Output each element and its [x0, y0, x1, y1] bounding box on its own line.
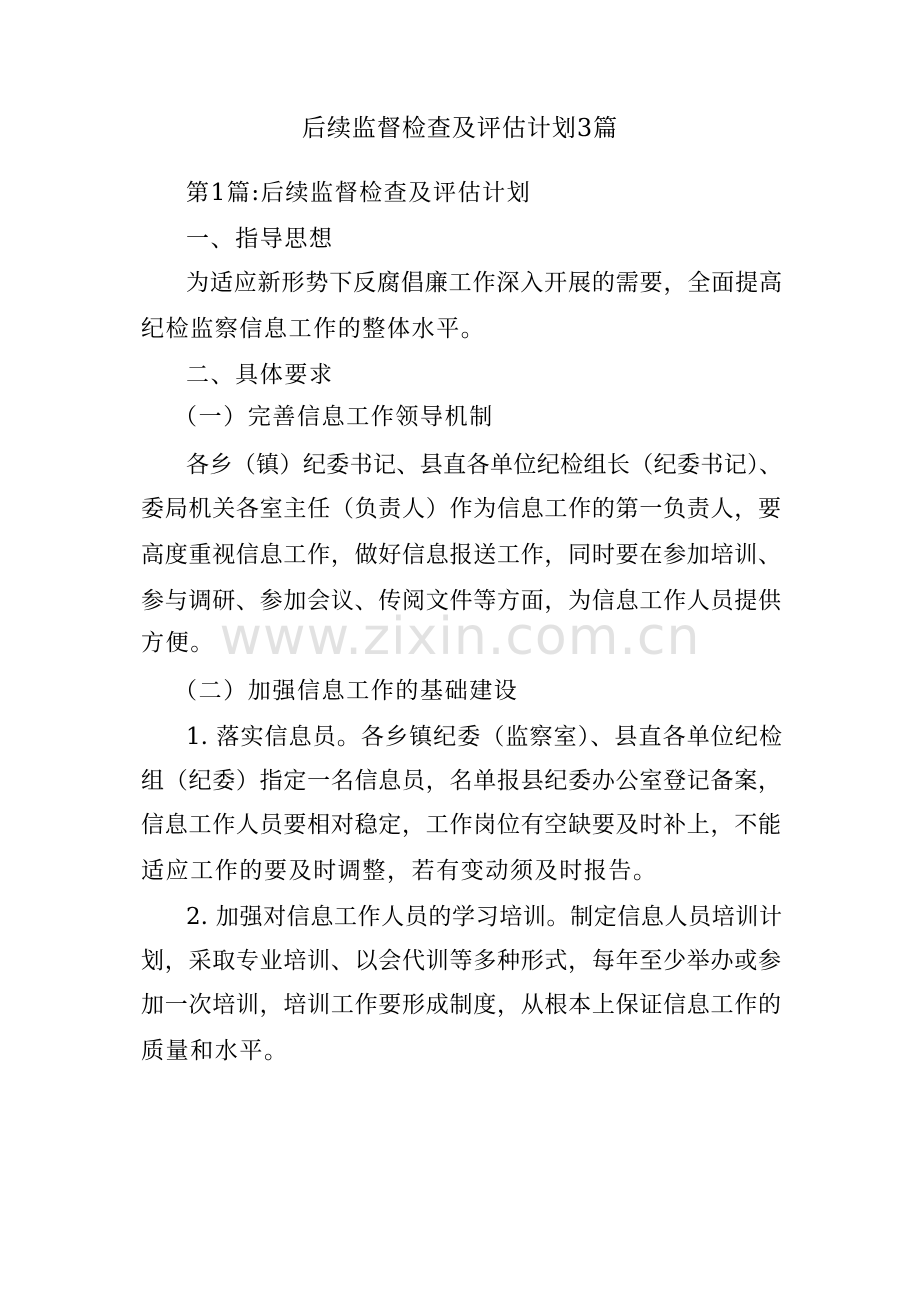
paragraph-line: 划，采取专业培训、以会代训等多种形式，每年至少举办或参 — [141, 948, 781, 974]
section-heading: 二、具体要求 — [186, 362, 334, 388]
paragraph-line: 方便。 — [141, 630, 215, 656]
paragraph-line: 纪检监察信息工作的整体水平。 — [141, 316, 486, 342]
paragraph-line: 各乡（镇）纪委书记、县直各单位纪检组长（纪委书记）、 — [186, 452, 782, 478]
chapter-heading: 第1篇:后续监督检查及评估计划 — [186, 180, 532, 206]
paragraph-line: 质量和水平。 — [141, 1038, 289, 1064]
paragraph-line: 委局机关各室主任（负责人）作为信息工作的第一负责人，要 — [141, 496, 781, 522]
paragraph-line: 2. 加强对信息工作人员的学习培训。制定信息人员培训计 — [186, 904, 782, 930]
paragraph-line: 为适应新形势下反腐倡廉工作深入开展的需要，全面提高 — [186, 270, 782, 296]
paragraph-line: 适应工作的要及时调整，若有变动须及时报告。 — [141, 858, 658, 884]
paragraph-line: 1. 落实信息员。各乡镇纪委（监察室）、县直各单位纪检 — [186, 724, 782, 750]
subsection-heading: （二）加强信息工作的基础建设 — [174, 678, 519, 704]
paragraph-line: 信息工作人员要相对稳定，工作岗位有空缺要及时补上，不能 — [141, 812, 781, 838]
subsection-heading: （一）完善信息工作领导机制 — [174, 404, 494, 430]
section-heading: 一、指导思想 — [186, 226, 334, 252]
watermark: www.zixin.com.cn — [219, 607, 701, 667]
paragraph-line: 组（纪委）指定一名信息员，名单报县纪委办公室登记备案， — [141, 768, 781, 794]
paragraph-line: 高度重视信息工作，做好信息报送工作，同时要在参加培训、 — [141, 542, 781, 568]
paragraph-line: 参与调研、参加会议、传阅文件等方面，为信息工作人员提供 — [141, 588, 781, 614]
document-title: 后续监督检查及评估计划3篇 — [301, 114, 619, 142]
paragraph-line: 加一次培训，培训工作要形成制度，从根本上保证信息工作的 — [141, 992, 781, 1018]
